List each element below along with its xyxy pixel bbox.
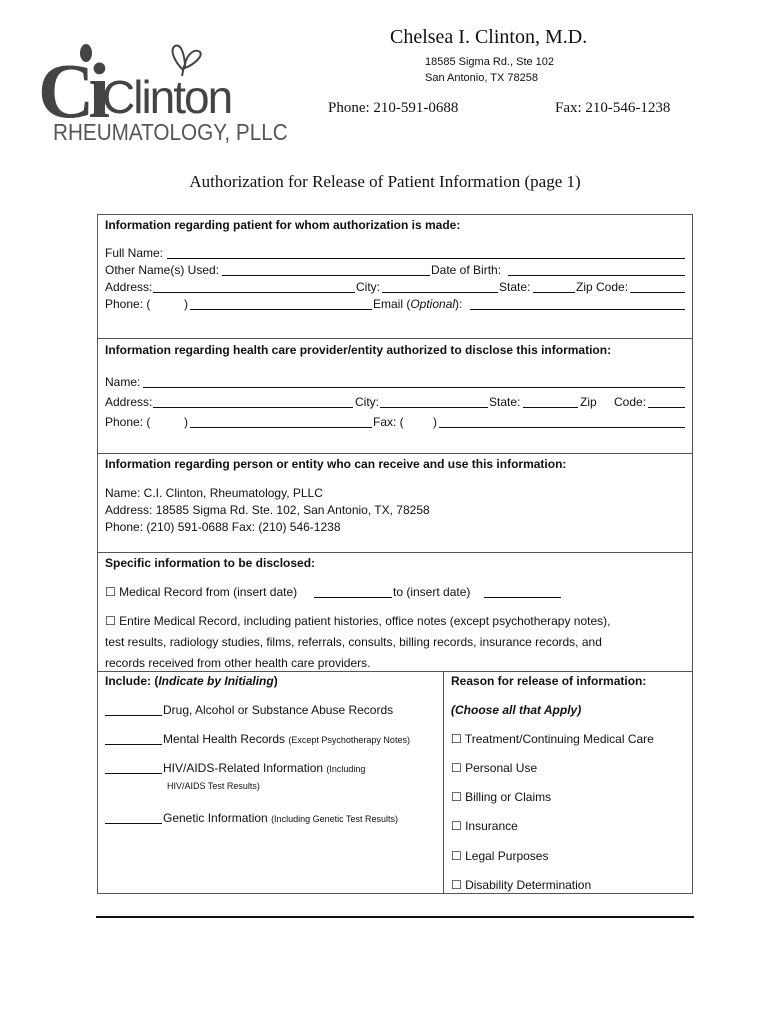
initial-field-drug[interactable] [105, 715, 162, 716]
provider-fax-label: Fax: ( [373, 415, 404, 429]
include-item-drug: Drug, Alcohol or Substance Abuse Records [163, 703, 394, 717]
full-name-field[interactable] [167, 258, 685, 259]
medical-record-checkbox[interactable]: ☐ Medical Record from (insert date) [105, 585, 298, 599]
entire-record-line2: test results, radiology studies, films, referrals, consults, billing records, insurance records, and [105, 635, 602, 649]
recipient-address: Address: 18585 Sigma Rd. Ste. 102, San Antonio, TX, 78258 [105, 503, 430, 517]
patient-address-field[interactable] [153, 292, 355, 293]
logo-subtitle: RHEUMATOLOGY, PLLC [53, 119, 288, 145]
provider-zip-field[interactable] [648, 407, 685, 408]
reason-legal-checkbox[interactable]: ☐ Legal Purposes [451, 849, 549, 863]
patient-zip-field[interactable] [630, 292, 685, 293]
patient-phone-close: ) [184, 297, 188, 311]
provider-heading: Information regarding health care provider/entity authorized to disclose this information: [105, 343, 612, 357]
initial-field-hiv[interactable] [105, 773, 162, 774]
reason-disability-checkbox[interactable]: ☐ Disability Determination [451, 878, 592, 892]
from-date-field[interactable] [314, 597, 392, 598]
patient-address-label: Address: [105, 280, 153, 294]
include-item-hiv-note: HIV/AIDS Test Results) [167, 781, 260, 791]
address-line2: San Antonio, TX 78258 [425, 72, 538, 84]
section-divider [97, 671, 693, 672]
provider-city-label: City: [355, 395, 379, 409]
patient-phone-field[interactable] [190, 309, 372, 310]
recipient-heading: Information regarding person or entity who can receive and use this information: [105, 457, 567, 471]
provider-phone-field[interactable] [190, 427, 372, 428]
provider-address-label: Address: [105, 395, 153, 409]
provider-address-field[interactable] [153, 407, 353, 408]
include-heading: Include: (Indicate by Initialing) [105, 674, 278, 688]
entire-record-line3: records received from other health care providers. [105, 656, 371, 670]
patient-city-label: City: [356, 280, 380, 294]
entire-record-checkbox[interactable]: ☐ Entire Medical Record, including patient histories, office notes (except psychotherapy notes), [105, 614, 611, 628]
recipient-phone: Phone: (210) 591-0688 Fax: (210) 546-1238 [105, 520, 341, 534]
address-line1: 18585 Sigma Rd., Ste 102 [425, 56, 555, 68]
recipient-name: Name: C.I. Clinton, Rheumatology, PLLC [105, 486, 323, 500]
logo-clinton-text: Clinton [102, 71, 232, 123]
provider-fax-field[interactable] [439, 427, 685, 428]
footer-rule [96, 916, 694, 918]
reason-heading: Reason for release of information: [451, 674, 647, 688]
dob-label: Date of Birth: [431, 263, 502, 277]
initial-field-mental[interactable] [105, 744, 162, 745]
clinic-phone: Phone: 210-591-0688 [328, 100, 459, 116]
provider-fax-close: ) [433, 415, 437, 429]
provider-state-label: State: [489, 395, 521, 409]
initial-field-genetic[interactable] [105, 823, 162, 824]
clinic-fax: Fax: 210-546-1238 [555, 100, 671, 116]
reason-billing-checkbox[interactable]: ☐ Billing or Claims [451, 790, 552, 804]
patient-phone-label: Phone: ( [105, 297, 151, 311]
patient-state-label: State: [499, 280, 531, 294]
section-divider [97, 552, 693, 553]
column-divider [443, 671, 444, 894]
email-field[interactable] [470, 309, 685, 310]
form-title: Authorization for Release of Patient Information (page 1) [189, 172, 581, 191]
patient-zip-label: Zip Code: [576, 280, 629, 294]
form-box [97, 214, 693, 894]
specific-heading: Specific information to be disclosed: [105, 556, 316, 570]
section-divider [97, 453, 693, 454]
include-item-genetic: Genetic Information (Including Genetic Test Results) [163, 811, 398, 825]
reason-choose: (Choose all that Apply) [451, 703, 582, 717]
provider-name-field[interactable] [143, 387, 685, 388]
patient-city-field[interactable] [382, 292, 498, 293]
doctor-name: Chelsea I. Clinton, M.D. [390, 26, 588, 48]
provider-state-field[interactable] [523, 407, 578, 408]
other-names-label: Other Name(s) Used: [105, 263, 220, 277]
reason-insurance-checkbox[interactable]: ☐ Insurance [451, 819, 518, 833]
include-item-mental: Mental Health Records (Except Psychotherapy Notes) [163, 732, 410, 746]
provider-code-label: Code: [614, 395, 647, 409]
other-names-field[interactable] [222, 275, 430, 276]
provider-phone-label: Phone: ( [105, 415, 151, 429]
reason-personal-checkbox[interactable]: ☐ Personal Use [451, 761, 538, 775]
dob-field[interactable] [508, 275, 685, 276]
patient-state-field[interactable] [533, 292, 575, 293]
full-name-label: Full Name: [105, 246, 164, 260]
include-item-hiv: HIV/AIDS-Related Information (Including [163, 761, 366, 775]
section-divider [97, 338, 693, 339]
provider-name-label: Name: [105, 375, 141, 389]
to-date-field[interactable] [484, 597, 561, 598]
provider-phone-close: ) [184, 415, 188, 429]
email-label: Email (Optional): [373, 297, 463, 311]
provider-city-field[interactable] [380, 407, 488, 408]
reason-treatment-checkbox[interactable]: ☐ Treatment/Continuing Medical Care [451, 732, 654, 746]
to-date-label: to (insert date) [393, 585, 471, 599]
provider-zip-label: Zip [580, 395, 597, 409]
patient-heading: Information regarding patient for whom authorization is made: [105, 218, 461, 232]
logo-ci-text: Ci [38, 47, 104, 134]
